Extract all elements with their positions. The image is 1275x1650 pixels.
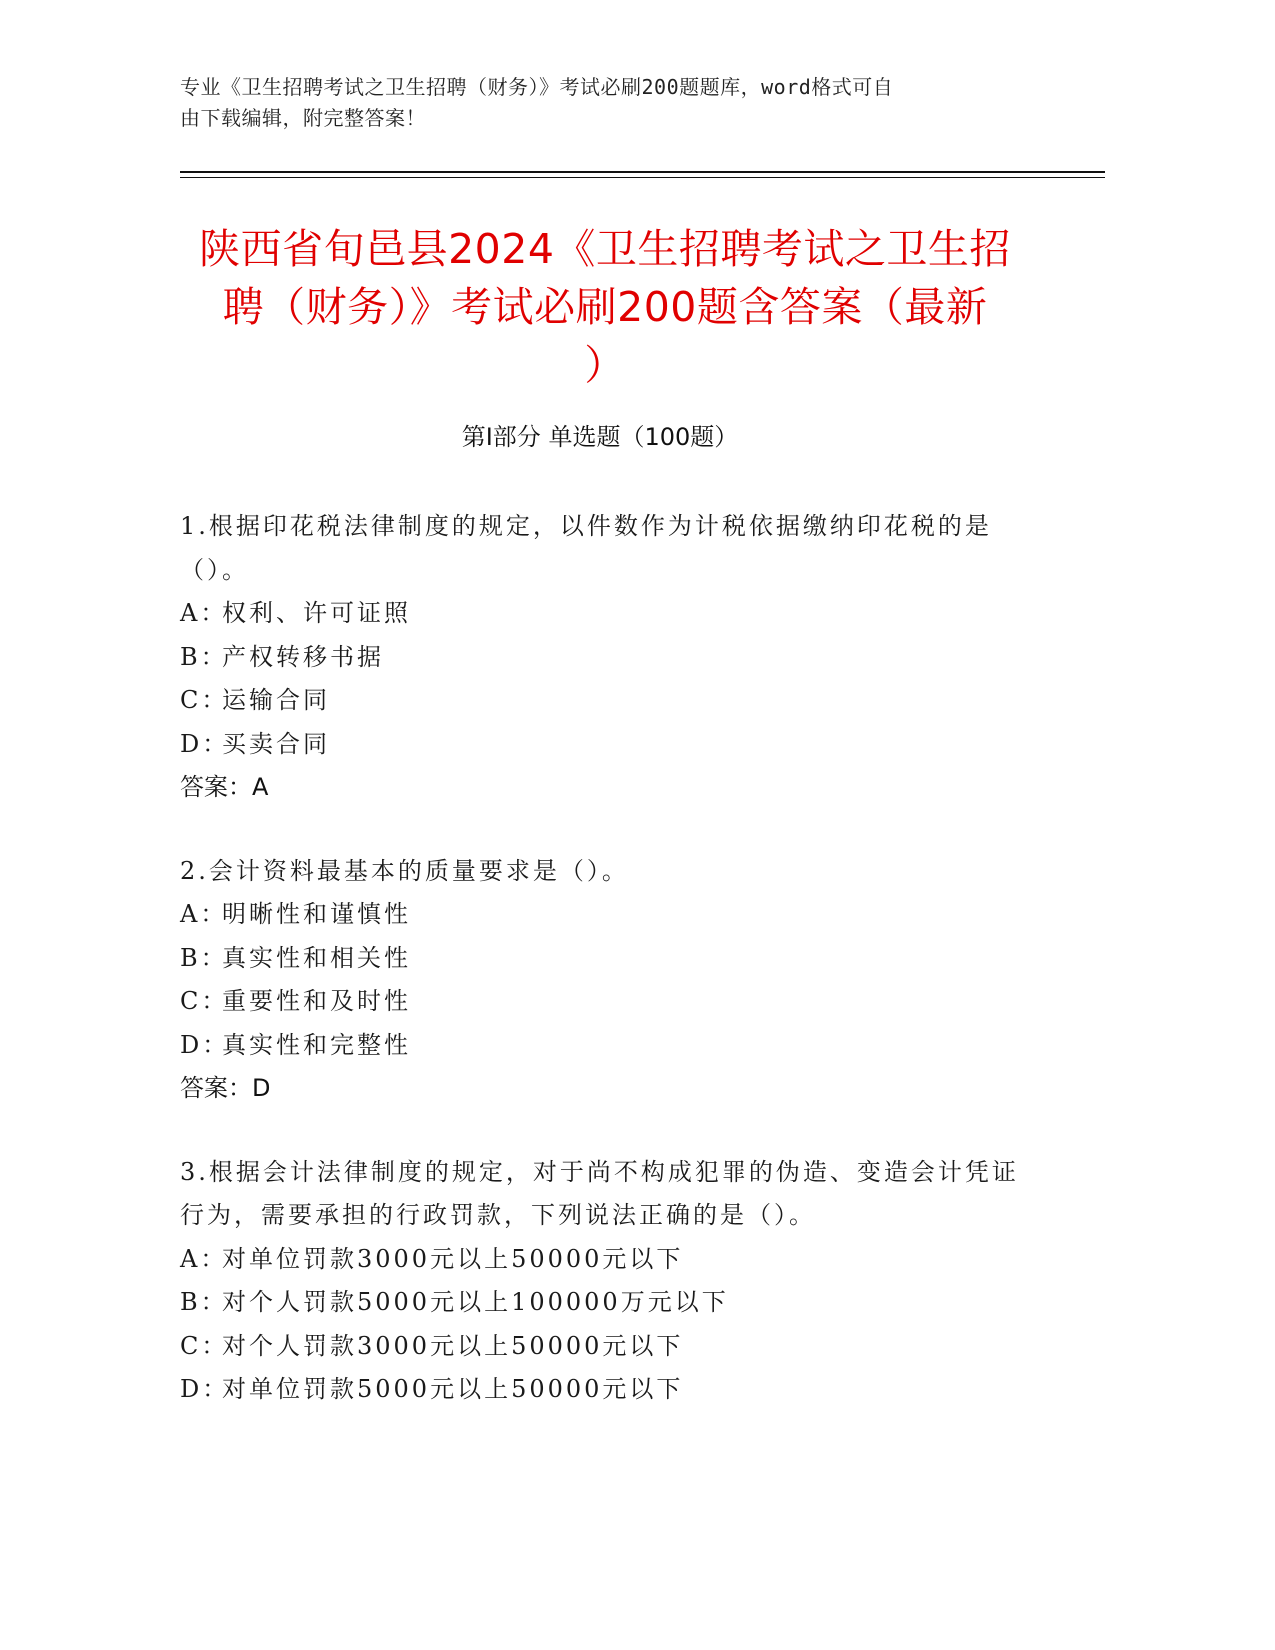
option-key: C：: [180, 987, 229, 1015]
question-stem: 3.根据会计法律制度的规定，对于尚不构成犯罪的伪造、变造会计凭证行为，需要承担的行政罚款，下列说法正确的是（）。: [180, 1157, 1019, 1229]
option-b: [180, 636, 1040, 680]
question-item: [180, 505, 1040, 810]
option-key: B：: [180, 642, 228, 671]
option-key: A：: [180, 900, 228, 928]
option-d: [180, 1368, 1040, 1412]
answer-line: 答案：D: [180, 1074, 271, 1102]
question-item: [180, 1151, 1040, 1412]
answer-line: 答案：A: [180, 773, 269, 801]
option-key: D：: [180, 1030, 230, 1059]
title-line: 陕西省旬邑县2024《卫生招聘考试之卫生招: [199, 225, 1011, 273]
option-key: C：: [180, 1331, 229, 1360]
option-c: [180, 679, 1040, 723]
intro-line: 由下载编辑，附完整答案！: [180, 106, 426, 130]
option-key: A：: [180, 1244, 228, 1273]
intro-line: 专业《卫生招聘考试之卫生招聘（财务）》考试必刷200题题库，word格式可自: [180, 75, 894, 99]
option-key: B：: [180, 1288, 228, 1316]
option-a: [180, 1238, 1040, 1282]
title-line: ）: [584, 341, 626, 389]
document-title: [165, 220, 1045, 394]
option-d: [180, 723, 1040, 767]
option-text: 产权转移书据: [222, 642, 384, 671]
option-d: [180, 1024, 1040, 1068]
option-text: 买卖合同: [222, 729, 330, 758]
option-key: A：: [180, 599, 228, 627]
section-title: 第Ⅰ部分 单选题（100题）: [461, 423, 739, 451]
question-item: [180, 850, 1040, 1111]
intro-paragraph: [180, 72, 1040, 134]
option-a: [180, 592, 1040, 636]
option-text: 权利、许可证照: [222, 599, 411, 627]
option-key: C：: [180, 686, 229, 714]
option-key: D：: [180, 729, 230, 758]
option-text: 真实性和相关性: [222, 943, 411, 972]
option-text: 对单位罚款3000元以上50000元以下: [222, 1244, 684, 1273]
option-b: [180, 937, 1040, 981]
option-text: 对单位罚款5000元以上50000元以下: [222, 1375, 684, 1403]
option-key: D：: [180, 1375, 230, 1403]
option-text: 对个人罚款3000元以上50000元以下: [222, 1331, 684, 1360]
option-text: 运输合同: [222, 686, 330, 714]
question-stem: 2.会计资料最基本的质量要求是（）。: [180, 856, 629, 885]
option-c: [180, 1325, 1040, 1369]
option-b: [180, 1281, 1040, 1325]
title-line: 聘（财务）》考试必刷200题含答案（最新: [222, 283, 988, 331]
header-divider-thin: [180, 177, 1105, 178]
option-text: 明晰性和谨慎性: [222, 900, 411, 928]
option-a: [180, 893, 1040, 937]
option-text: 对个人罚款5000元以上100000万元以下: [222, 1288, 729, 1316]
question-list: [180, 505, 1040, 1452]
question-stem: 1.根据印花税法律制度的规定，以件数作为计税依据缴纳印花税的是（）。: [180, 512, 992, 584]
header-divider-thick: [180, 171, 1105, 173]
option-c: [180, 980, 1040, 1024]
option-key: B：: [180, 943, 228, 972]
option-text: 重要性和及时性: [222, 987, 411, 1015]
option-text: 真实性和完整性: [222, 1030, 411, 1059]
